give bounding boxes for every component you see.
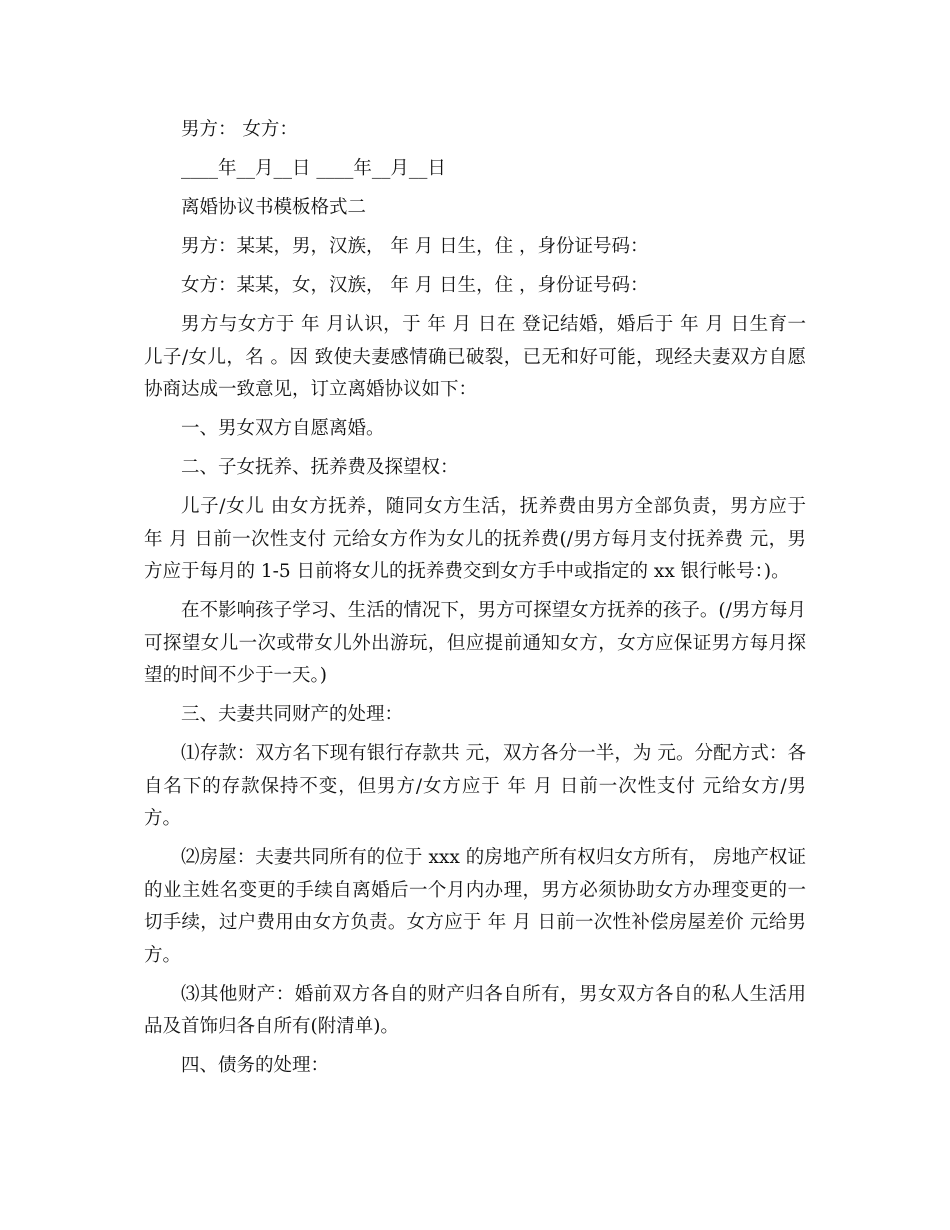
clause-4-heading: 四、债务的处理：	[181, 1055, 330, 1076]
signature-line-dates: ____年__月__日 ____年__月__日	[181, 158, 446, 179]
signature-line-parties: 男方： 女方：	[181, 119, 298, 140]
section-title: 离婚协议书模板格式二	[181, 197, 367, 218]
document-body	[144, 114, 806, 1089]
party-male-info: 男方：某某，男，汉族， 年 月 日生，住 ，身份证号码：	[181, 236, 649, 257]
party-female-info: 女方：某某，女，汉族， 年 月 日生，住 ，身份证号码：	[181, 275, 649, 296]
marriage-background-paragraph: 男方与女方于 年 月认识，于 年 月 日在 登记结婚，婚后于 年 月 日生育一儿子/女儿，名 。因 致使夫妻感情确已破裂，已无和好可能，现经夫妻双方自愿协商达成一致意见，订立离婚协议如下：	[144, 314, 806, 400]
child-support-paragraph: 儿子/女儿 由女方抚养，随同女方生活，抚养费由男方全部负责，男方应于 年 月 日前一次性支付 元给女方作为女儿的抚养费(/男方每月支付抚养费 元，男方应于每月的 1-5 日前将女儿的抚养费交到女方手中或指定的 xx 银行帐号：)。	[144, 496, 806, 582]
clause-3-heading: 三、夫妻共同财产的处理：	[181, 704, 404, 725]
house-paragraph: ⑵房屋：夫妻共同所有的位于 xxx 的房地产所有权归女方所有， 房地产权证的业主姓名变更的手续自离婚后一个月内办理，男方必须协助女方办理变更的一切手续，过户费用由女方负责。女方应于 年 月 日前一次性补偿房屋差价 元给男方。	[144, 847, 806, 966]
visitation-paragraph: 在不影响孩子学习、生活的情况下，男方可探望女方抚养的孩子。(/男方每月可探望女儿一次或带女儿外出游玩，但应提前通知女方，女方应保证男方每月探望的时间不少于一天。)	[144, 600, 806, 686]
savings-paragraph: ⑴存款：双方名下现有银行存款共 元，双方各分一半，为 元。分配方式：各自名下的存款保持不变，但男方/女方应于 年 月 日前一次性支付 元给女方/男方。	[144, 743, 806, 829]
clause-2-heading: 二、子女抚养、抚养费及探望权：	[181, 457, 459, 478]
other-property-paragraph: ⑶其他财产：婚前双方各自的财产归各自所有，男女双方各自的私人生活用品及首饰归各自所有(附清单)。	[144, 983, 806, 1037]
clause-1-heading: 一、男女双方自愿离婚。	[181, 418, 385, 439]
